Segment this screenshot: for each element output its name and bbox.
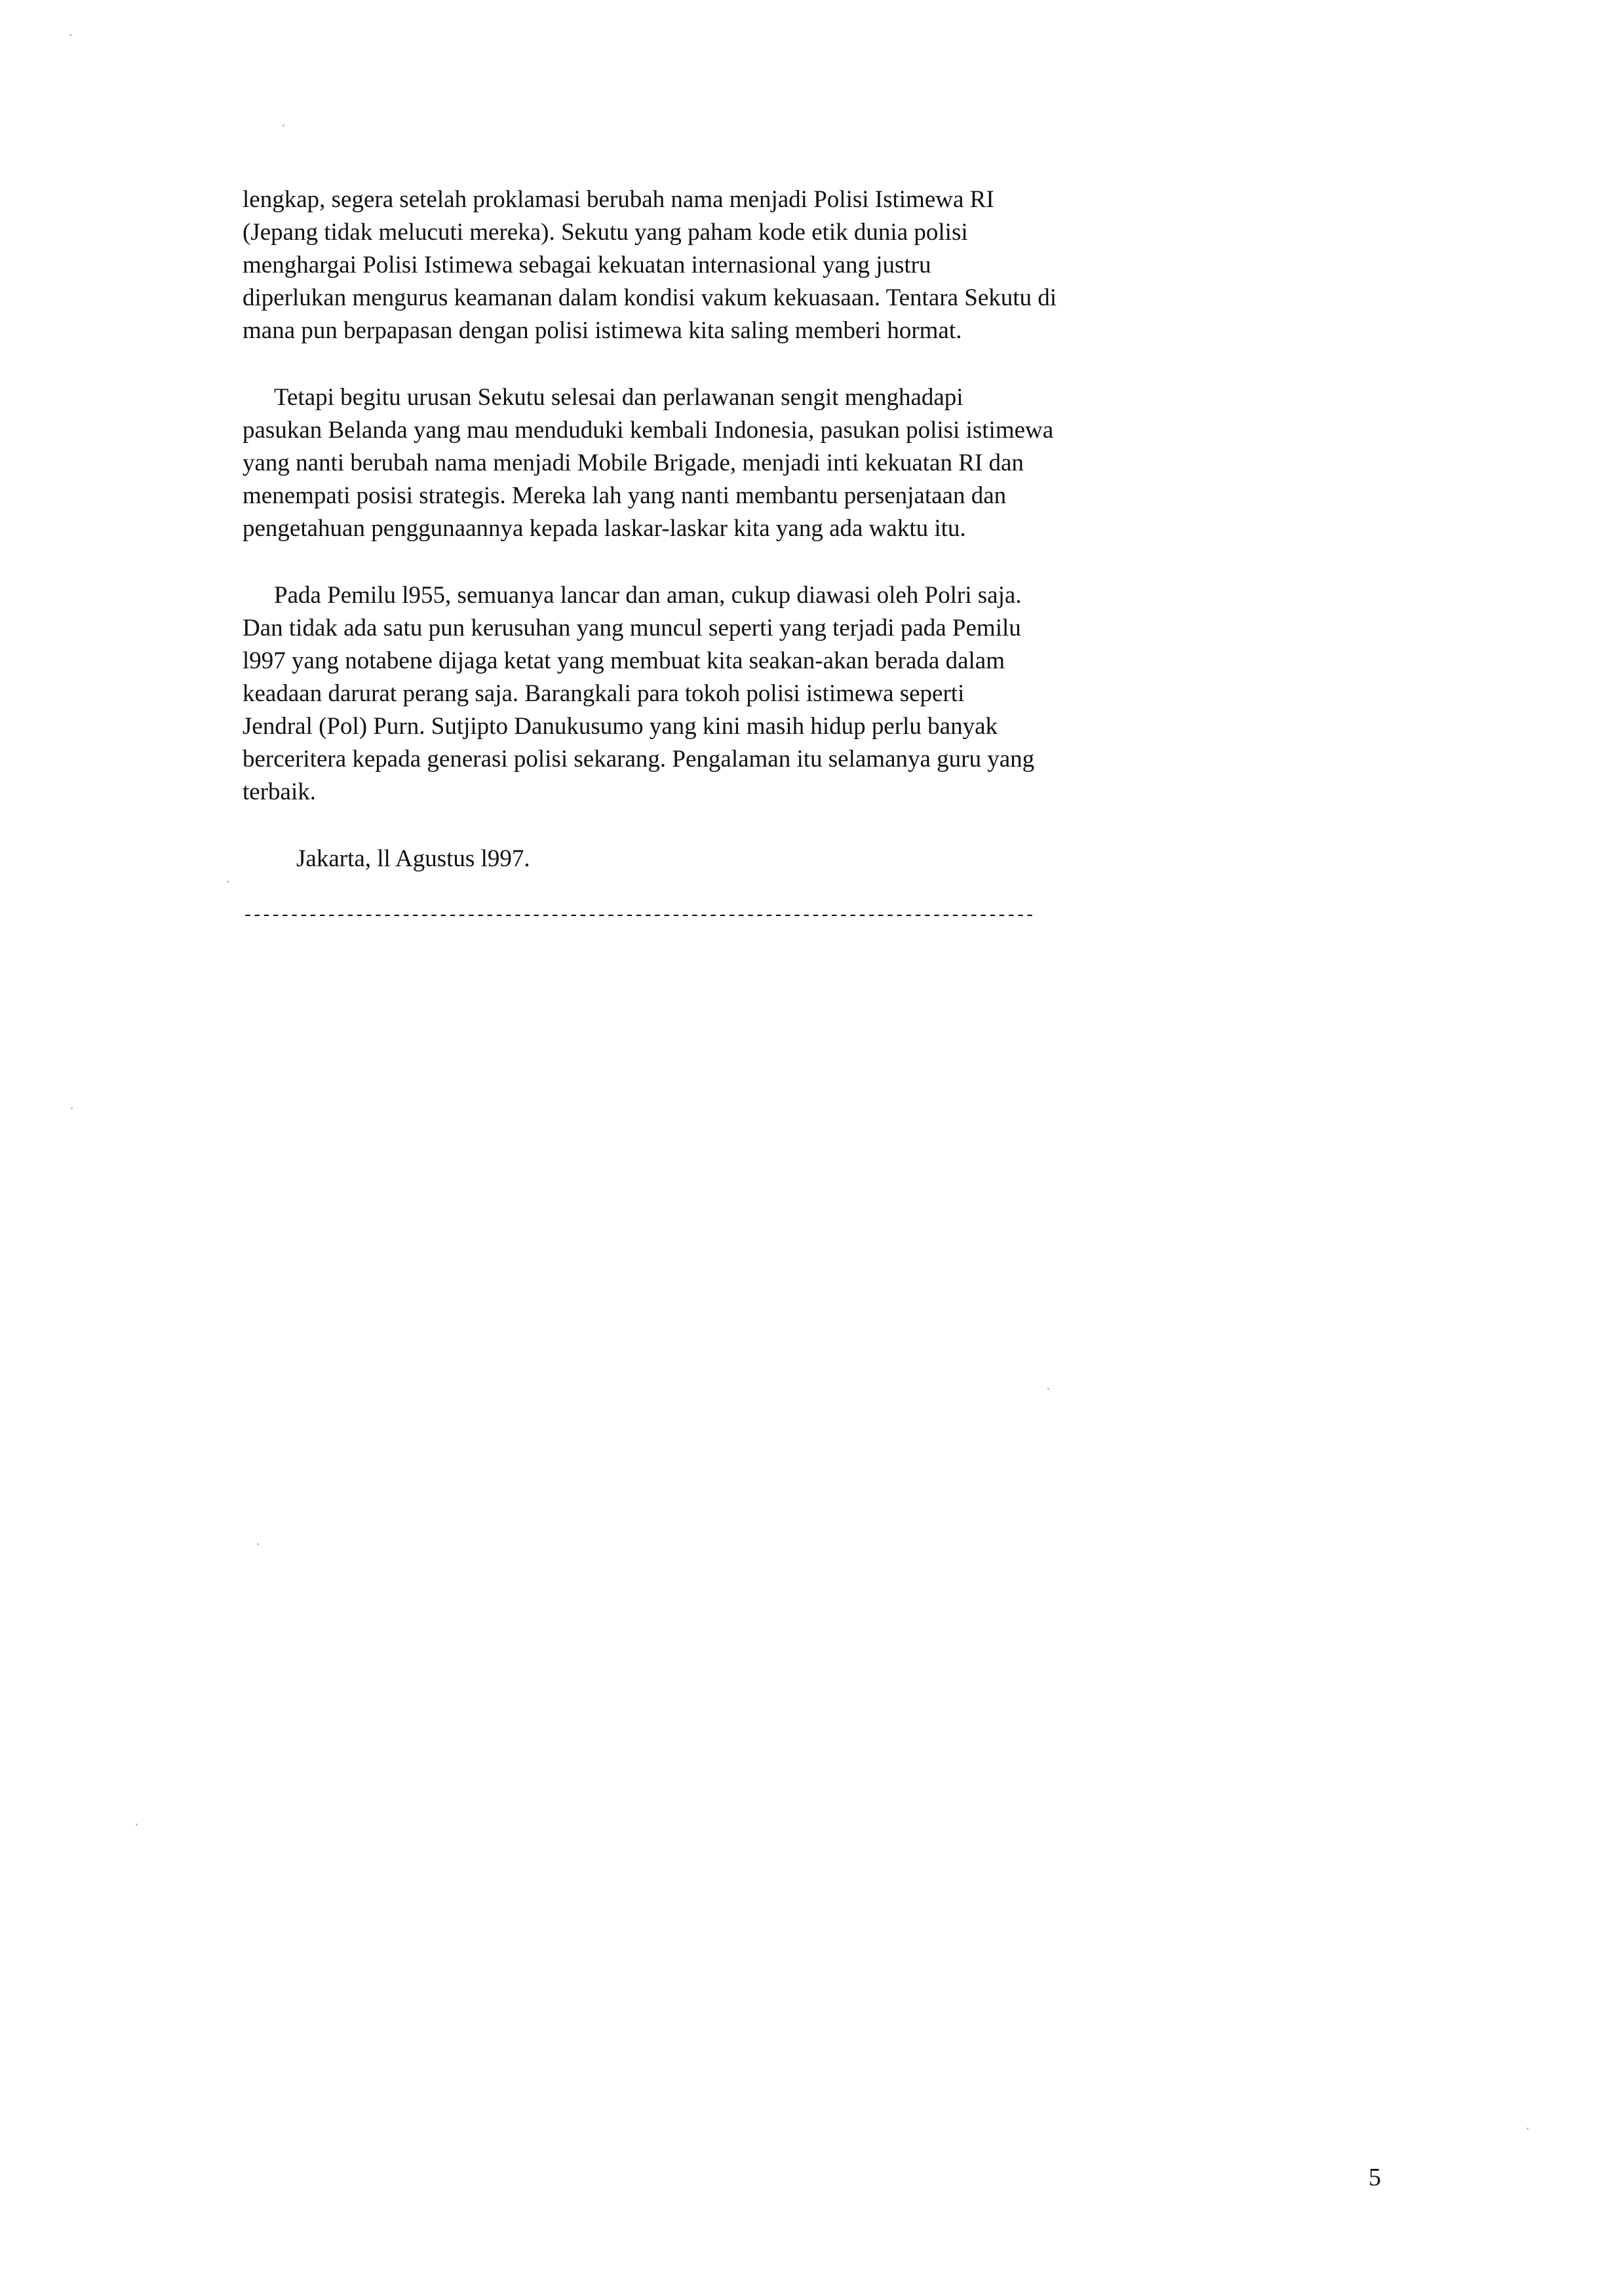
scan-speck — [1527, 2128, 1528, 2130]
text-line: berceritera kepada generasi polisi sekarang. Pengalaman itu selamanya guru yang — [243, 746, 1035, 773]
text-line: Jendral (Pol) Purn. Sutjipto Danukusumo yang kini masih hidup perlu banyak — [243, 713, 998, 740]
dashed-separator: ------------------------------------------------------------------------------------- — [243, 906, 1034, 926]
scan-speck — [136, 1824, 138, 1826]
text-line: yang nanti berubah nama menjadi Mobile Brigade, menjadi inti kekuatan RI dan — [243, 450, 1024, 476]
text-line: (Jepang tidak melucuti mereka). Sekutu yang paham kode etik dunia polisi — [243, 219, 968, 246]
text-line: mana pun berpapasan dengan polisi istimewa kita saling memberi hormat. — [243, 317, 962, 344]
text-line: Pada Pemilu l955, semuanya lancar dan aman, cukup diawasi oleh Polri saja. — [274, 582, 1022, 609]
scan-speck — [1047, 1388, 1049, 1390]
paragraph-3 — [243, 579, 1186, 809]
text-line: menghargai Polisi Istimewa sebagai kekuatan internasional yang justru — [243, 252, 931, 278]
scan-speck — [71, 1107, 73, 1109]
text-line: pasukan Belanda yang mau menduduki kembali Indonesia, pasukan polisi istimewa — [243, 417, 1054, 444]
scan-speck — [257, 1543, 259, 1545]
text-line: menempati posisi strategis. Mereka lah yang nanti membantu persenjataan dan — [243, 482, 1007, 509]
signoff-date-line: Jakarta, ll Agustus l997. — [296, 845, 530, 872]
body-text — [243, 183, 1186, 929]
page-number: 5 — [1369, 2164, 1381, 2191]
scan-speck — [282, 124, 284, 126]
text-line: diperlukan mengurus keamanan dalam kondisi vakum kekuasaan. Tentara Sekutu di — [243, 284, 1057, 311]
text-line: Dan tidak ada satu pun kerusuhan yang muncul seperti yang terjadi pada Pemilu — [243, 615, 1021, 641]
text-line: pengetahuan penggunaannya kepada laskar-laskar kita yang ada waktu itu. — [243, 515, 966, 542]
scan-speck — [69, 34, 71, 36]
paragraph-1 — [243, 183, 1186, 347]
scan-speck — [227, 881, 229, 883]
text-line: keadaan darurat perang saja. Barangkali para tokoh polisi istimewa seperti — [243, 680, 965, 707]
text-line: lengkap, segera setelah proklamasi berubah nama menjadi Polisi Istimewa RI — [243, 186, 994, 213]
text-line: terbaik. — [243, 778, 316, 805]
paragraph-2 — [243, 381, 1186, 545]
text-line: l997 yang notabene dijaga ketat yang membuat kita seakan-akan berada dalam — [243, 647, 1005, 674]
text-line: Tetapi begitu urusan Sekutu selesai dan perlawanan sengit menghadapi — [274, 384, 963, 411]
